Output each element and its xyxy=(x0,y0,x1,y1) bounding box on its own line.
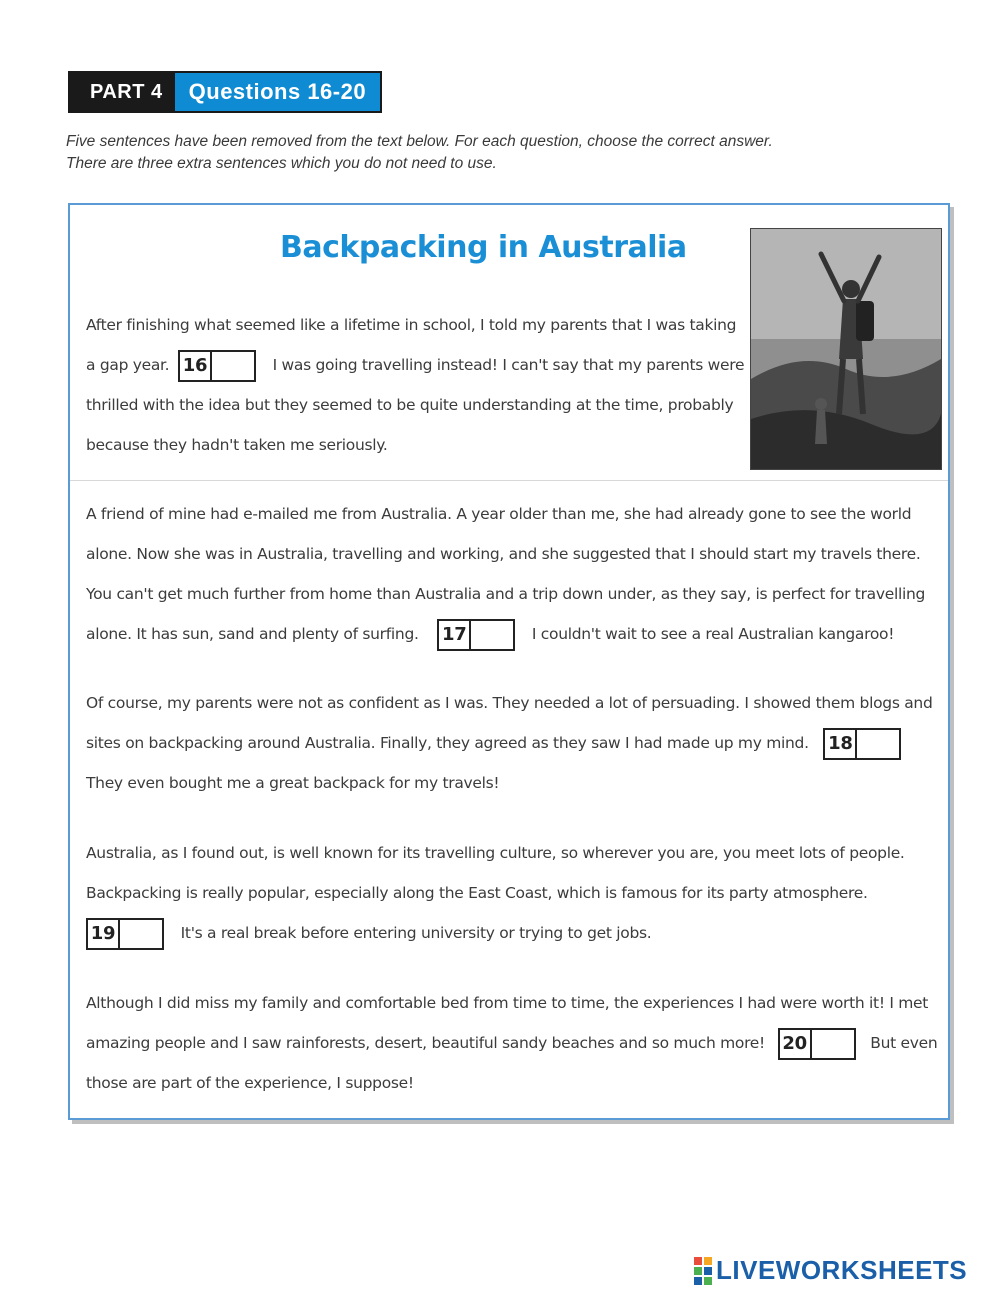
text-fragment: amazing people and I saw rainforests, desert, beautiful sandy beaches and so much more! xyxy=(86,1034,765,1052)
question-number: 17 xyxy=(439,621,471,649)
text-line: Of course, my parents were not as confident as I was. They needed a lot of persuading. I showed them blogs and xyxy=(86,694,933,712)
answer-box-16[interactable] xyxy=(178,350,256,382)
text-line xyxy=(86,723,933,763)
article-title: Backpacking in Australia xyxy=(280,230,687,265)
text-line: Australia, as I found out, is well known for its travelling culture, so wherever you are, you meet lots of people. xyxy=(86,844,905,862)
divider xyxy=(70,480,948,481)
question-number: 20 xyxy=(780,1030,812,1058)
paragraph-1 xyxy=(86,305,744,465)
text-line: alone. Now she was in Australia, travelling and working, and she suggested that I should start my travels there. xyxy=(86,545,921,563)
text-fragment: a gap year. xyxy=(86,356,170,374)
answer-field[interactable] xyxy=(120,920,162,948)
part-header xyxy=(68,71,382,113)
question-number: 18 xyxy=(825,730,857,758)
answer-field[interactable] xyxy=(857,730,899,758)
text-line: thrilled with the idea but they seemed to be quite understanding at the time, probably xyxy=(86,396,734,414)
text-fragment: I couldn't wait to see a real Australian kangaroo! xyxy=(531,625,895,643)
answer-field[interactable] xyxy=(471,621,513,649)
backpacker-illustration xyxy=(751,229,941,469)
instructions xyxy=(66,131,946,175)
answer-box-18[interactable] xyxy=(823,728,901,760)
text-fragment: It's a real break before entering university or trying to get jobs. xyxy=(180,924,652,942)
answer-field[interactable] xyxy=(812,1030,854,1058)
logo-icon xyxy=(694,1257,712,1285)
paragraph-3 xyxy=(86,683,933,803)
text-fragment: alone. It has sun, sand and plenty of surfing. xyxy=(86,625,419,643)
text-line: Backpacking is really popular, especially along the East Coast, which is famous for its party atmosphere. xyxy=(86,884,868,902)
text-line: those are part of the experience, I suppose! xyxy=(86,1074,414,1092)
answer-box-19[interactable] xyxy=(86,918,164,950)
text-line xyxy=(86,614,925,654)
text-line: Although I did miss my family and comfortable bed from time to time, the experiences I had were worth it! I met xyxy=(86,994,929,1012)
backpacker-photo xyxy=(750,228,942,470)
instruction-line: There are three extra sentences which you do not need to use. xyxy=(66,155,497,172)
liveworksheets-logo xyxy=(694,1255,967,1286)
article-box xyxy=(68,203,950,1120)
text-fragment: I was going travelling instead! I can't say that my parents were xyxy=(272,356,745,374)
text-line xyxy=(86,1023,937,1063)
text-line: You can't get much further from home than Australia and a trip down under, as they say, is perfect for travelling xyxy=(86,585,926,603)
text-fragment: sites on backpacking around Australia. Finally, they agreed as they saw I had made up my mind. xyxy=(86,734,809,752)
text-line: They even bought me a great backpack for my travels! xyxy=(86,774,500,792)
text-line: A friend of mine had e-mailed me from Australia. A year older than me, she had already gone to see the world xyxy=(86,505,912,523)
text-line: After finishing what seemed like a lifetime in school, I told my parents that I was taking xyxy=(86,316,737,334)
part-label: PART 4 xyxy=(68,71,173,113)
question-number: 16 xyxy=(180,352,212,380)
question-number: 19 xyxy=(88,920,120,948)
paragraph-5 xyxy=(86,983,937,1103)
answer-box-20[interactable] xyxy=(778,1028,856,1060)
text-line xyxy=(86,345,744,385)
answer-field[interactable] xyxy=(212,352,254,380)
paragraph-4 xyxy=(86,833,905,953)
instruction-line: Five sentences have been removed from the text below. For each question, choose the correct answer. xyxy=(66,133,773,150)
text-fragment: But even xyxy=(870,1034,938,1052)
text-line: because they hadn't taken me seriously. xyxy=(86,436,388,454)
text-line xyxy=(86,913,905,953)
answer-box-17[interactable] xyxy=(437,619,515,651)
questions-label: Questions 16-20 xyxy=(173,71,382,113)
paragraph-2 xyxy=(86,494,925,654)
logo-text: LIVEWORKSHEETS xyxy=(716,1255,968,1285)
